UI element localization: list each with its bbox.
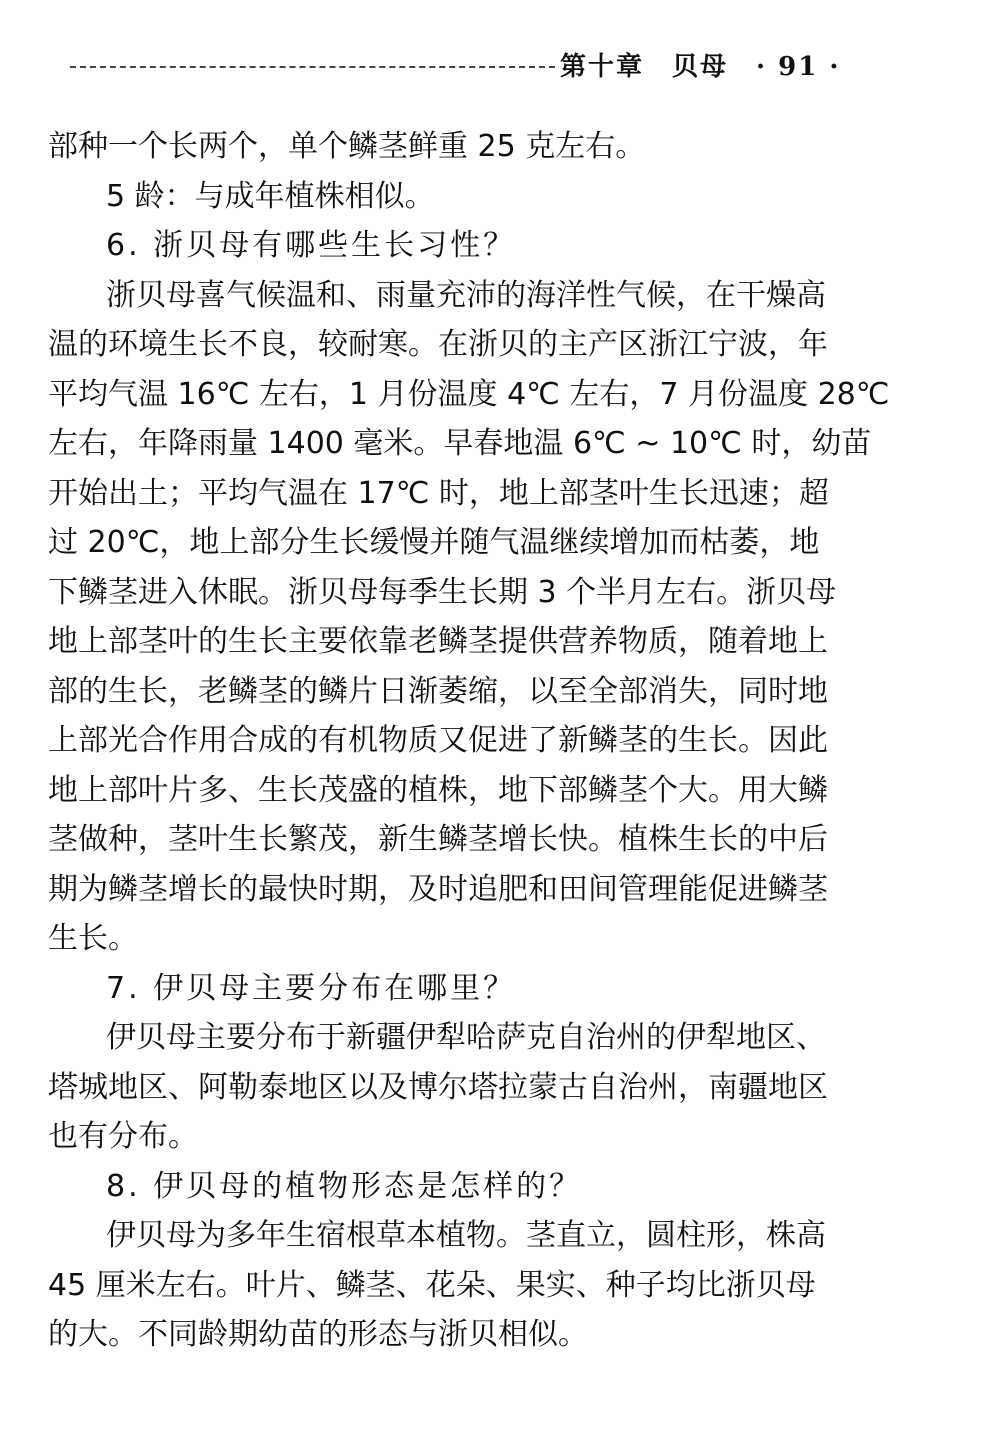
- text-line: 期为鳞茎增长的最快时期，及时追肥和田间管理能促进鳞茎: [48, 871, 828, 907]
- text-line: 浙贝母喜气候温和、雨量充沛的海洋性气候，在干燥高: [106, 277, 826, 313]
- text-line: 部种一个长两个，单个鳞茎鲜重 25 克左右。: [48, 129, 646, 164]
- text-line: 左右，年降雨量 1400 毫米。早春地温 6℃ ~ 10℃ 时，幼苗: [48, 426, 872, 461]
- text-line: 45 厘米左右。叶片、鳞茎、花朵、果实、种子均比浙贝母: [48, 1267, 816, 1303]
- body-text: [48, 122, 890, 1360]
- running-header: [70, 40, 850, 80]
- text-line: 伊贝母为多年生宿根草本植物。茎直立，圆柱形，株高: [106, 1218, 826, 1253]
- header-text: [560, 46, 840, 83]
- text-line: 也有分布。: [48, 1119, 198, 1154]
- text-line: 平均气温 16℃ 左右，1 月份温度 4℃ 左右，7 月份温度 28℃: [48, 376, 890, 412]
- chapter-title: 第十章 贝母: [560, 52, 729, 82]
- text-line: 地上部茎叶的生长主要依靠老鳞茎提供营养物质，随着地上: [48, 624, 828, 659]
- text-line: 上部光合作用合成的有机物质又促进了新鳞茎的生长。因此: [48, 723, 828, 758]
- text-line: 塔城地区、阿勒泰地区以及博尔塔拉蒙古自治州，南疆地区: [48, 1069, 828, 1105]
- text-line: 伊贝母主要分布于新疆伊犁哈萨克自治州的伊犁地区、: [106, 1020, 826, 1055]
- text-line: 地上部叶片多、生长茂盛的植株，地下部鳞茎个大。用大鳞: [48, 772, 828, 808]
- text-line: 下鳞茎进入休眠。浙贝母每季生长期 3 个半月左右。浙贝母: [48, 574, 837, 610]
- text-line: 部的生长，老鳞茎的鳞片日渐萎缩，以至全部消失，同时地: [48, 673, 828, 709]
- text-line: 茎做种，茎叶生长繁茂，新生鳞茎增长快。植株生长的中后: [48, 822, 828, 857]
- text-line: 5 龄：与成年植株相似。: [106, 178, 435, 214]
- question-heading: 7. 伊贝母主要分布在哪里？: [106, 970, 517, 1006]
- text-line: 生长。: [48, 921, 138, 956]
- question-heading: 8. 伊贝母的植物形态是怎样的？: [106, 1168, 583, 1204]
- text-line: 过 20℃，地上部分生长缓慢并随气温继续增加而枯萎，地: [48, 525, 820, 560]
- text-line: 开始出土；平均气温在 17℃ 时，地上部茎叶生长迅速；超: [48, 475, 829, 511]
- page-number: · 91 ·: [756, 52, 841, 82]
- question-heading: 6. 浙贝母有哪些生长习性？: [106, 228, 517, 263]
- text-line: 的大。不同龄期幼苗的形态与浙贝相似。: [48, 1317, 588, 1352]
- header-rule: [70, 66, 555, 68]
- text-line: 温的环境生长不良，较耐寒。在浙贝的主产区浙江宁波，年: [48, 327, 828, 362]
